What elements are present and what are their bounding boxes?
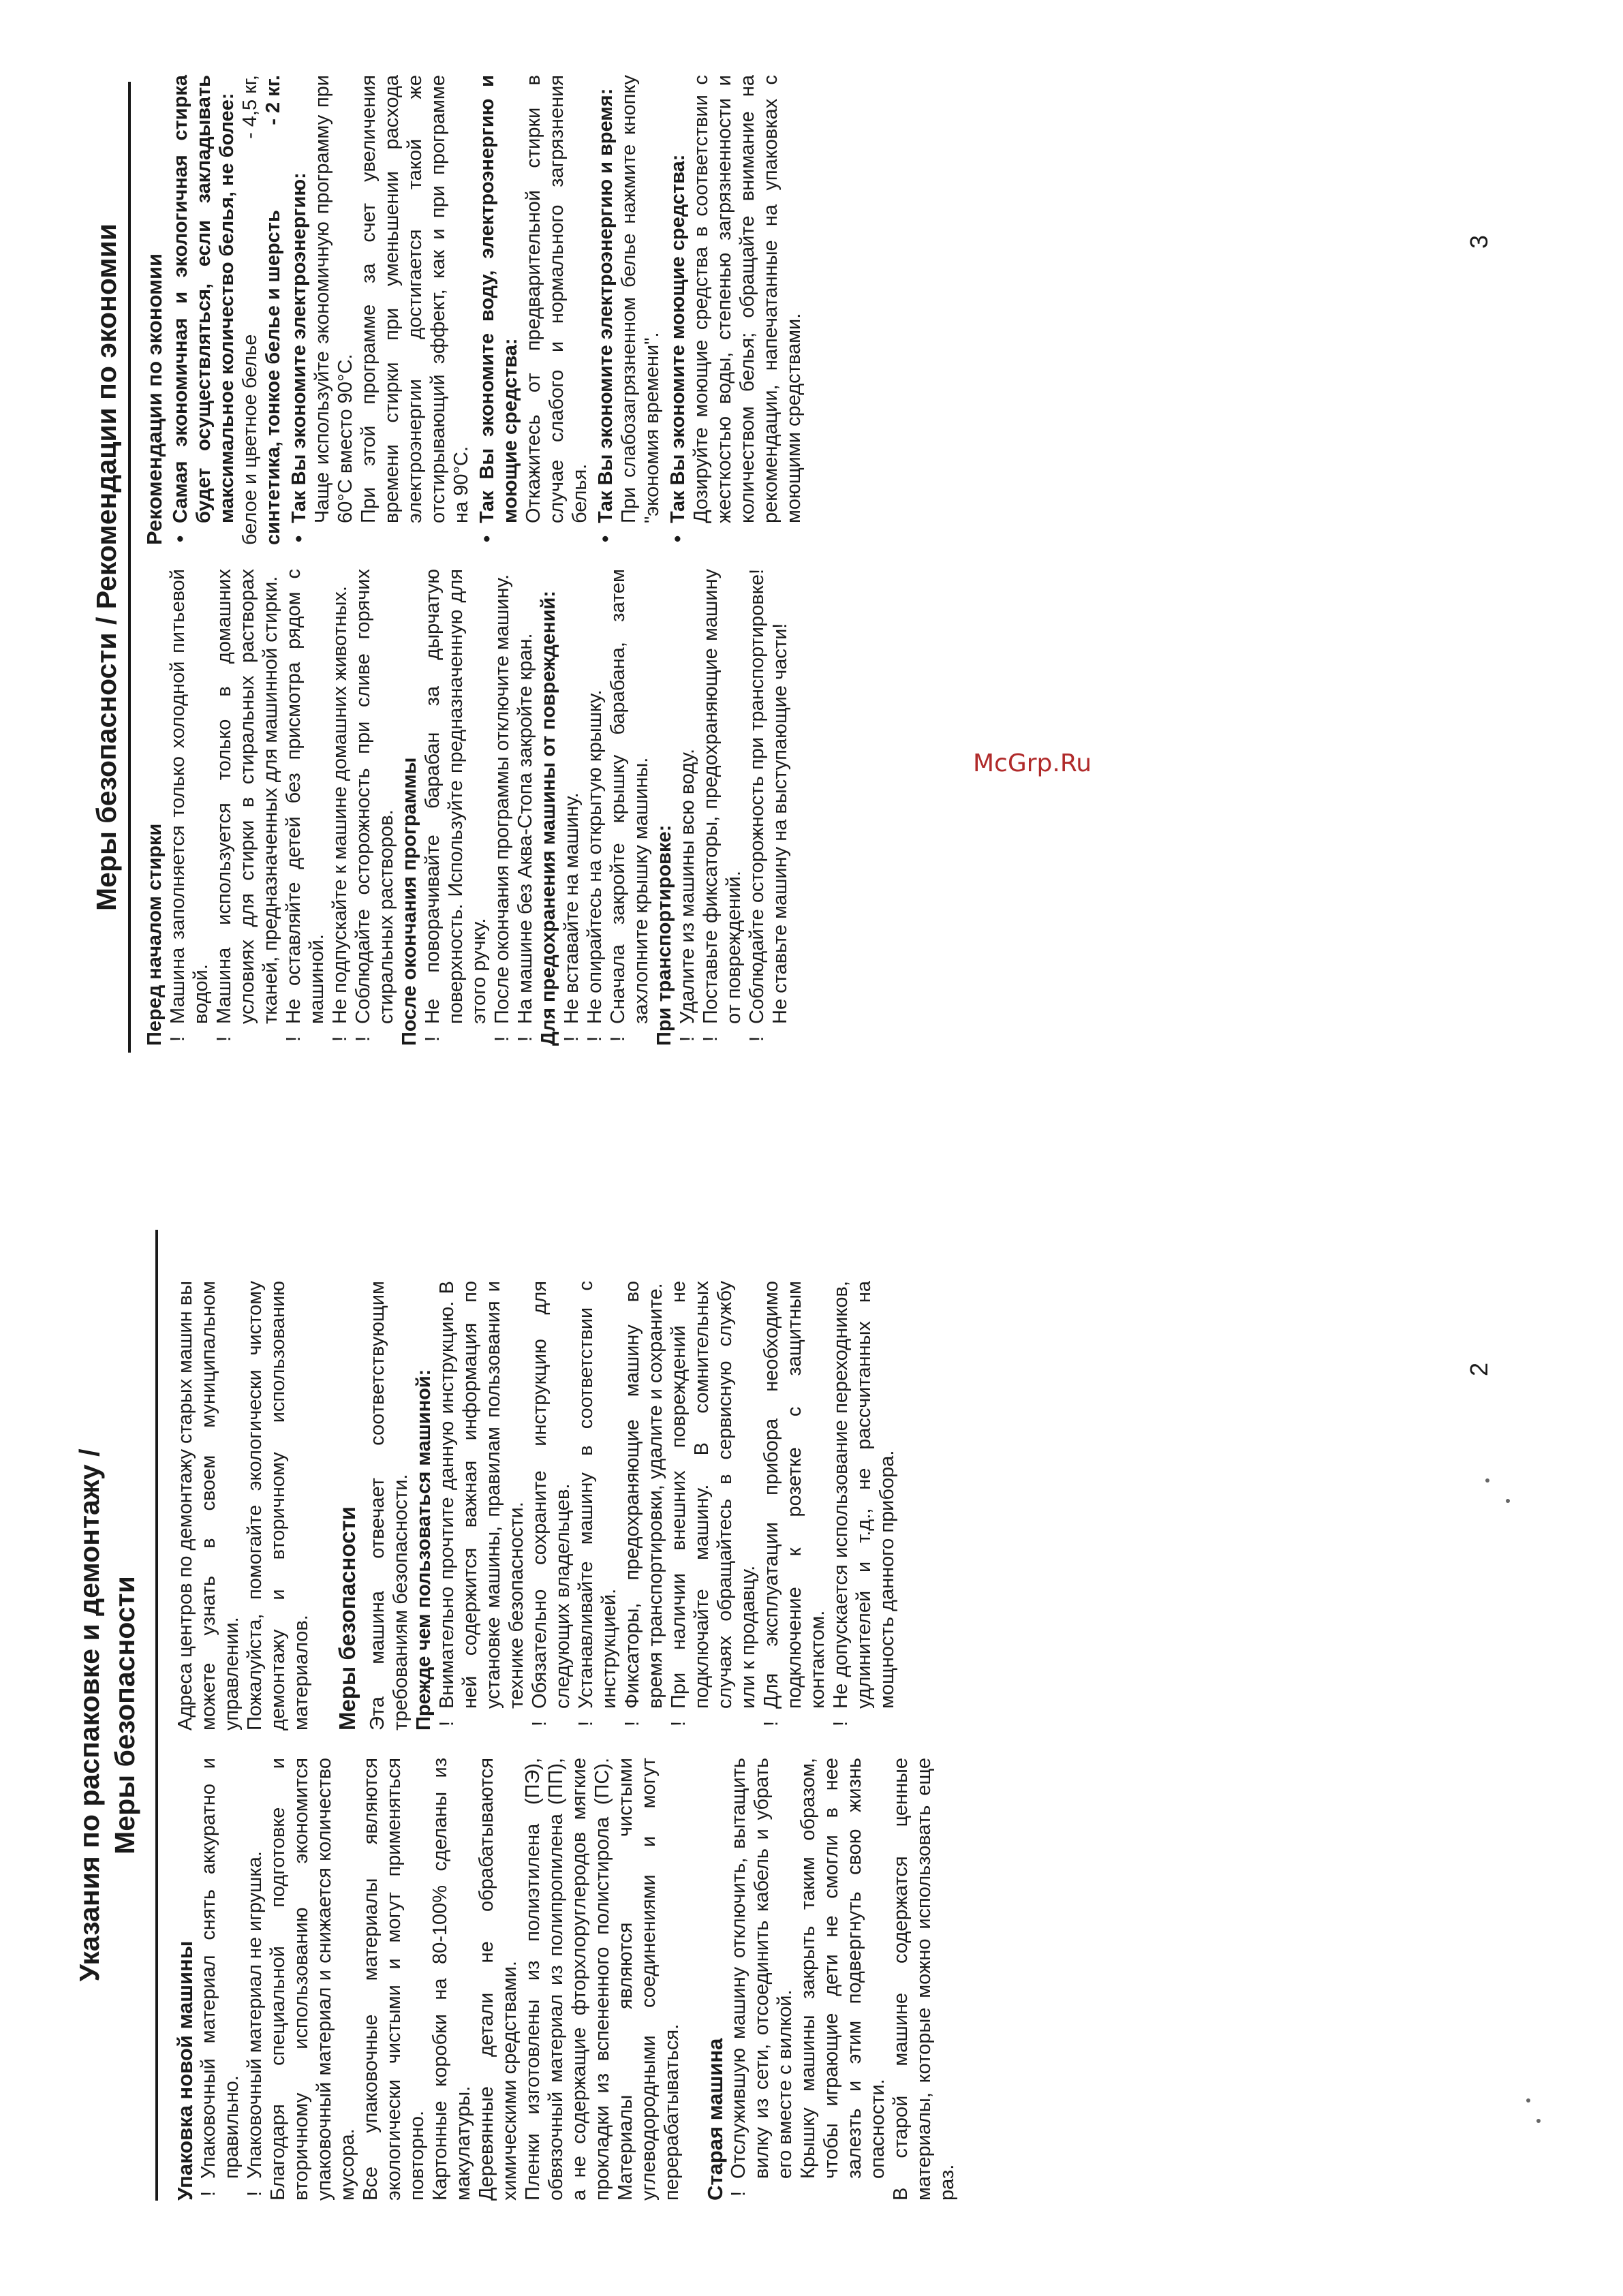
- bullet-item-text: Так Вы экономите моющие средства:: [667, 154, 689, 523]
- bullet-item-text: Самая экономичная и экологичная стирка будет осуществляться, если закладывать максимальное количество белья, не более:: [170, 75, 238, 523]
- exclamation-mark: !: [436, 1720, 458, 1726]
- list-item-text: Машина заполняется только холодной питьевой водой.: [167, 569, 212, 1024]
- paragraph: Картонные коробки на 80-100% сделаны из макулатуры.: [429, 1758, 474, 2201]
- paragraph: В старой машине содержатся ценные материалы, которые можно использовать еще раз.: [890, 1758, 958, 2201]
- list-item-text: Не допускается использование переходников, удлинителей и т.д., не рассчитанных на мощность данного прибора.: [830, 1281, 898, 1709]
- list-item: [745, 569, 792, 1046]
- paragraph: При этой программе за счет увеличения времени стирки при уменьшении расхода электроэнергии достигается такой же отстирывающий эффект, как и при программе на 90°C.: [358, 75, 472, 523]
- exclamation-mark: !: [621, 1720, 643, 1726]
- page-number: 2: [1465, 1362, 1493, 1376]
- bullet-item: [666, 75, 690, 545]
- list-item: [760, 1281, 829, 1731]
- list-item: [528, 1281, 574, 1731]
- bullet-icon: •: [476, 535, 498, 542]
- list-item: [243, 1758, 266, 2201]
- list-item-text: Фиксаторы, предохраняющие машину во время транспортировки, удалите и сохраните.: [621, 1281, 666, 1709]
- exclamation-mark: !: [668, 1720, 690, 1726]
- list-item-text: Упаковочный материал не игрушка.: [244, 1851, 266, 2179]
- list-item-text: Упаковочный материал снять аккуратно и правильно.: [198, 1758, 243, 2179]
- list-item: [676, 569, 699, 1046]
- bullet-icon: •: [288, 535, 310, 542]
- load-row: [262, 75, 285, 545]
- before-wash-heading: Перед началом стирки: [144, 823, 166, 1046]
- exclamation-mark: !: [728, 2190, 749, 2197]
- protection-heading: Для предохранения машины от повреждений:: [538, 591, 559, 1046]
- exclamation-mark: !: [283, 1036, 305, 1042]
- page-3-title: Меры безопасности / Рекомендации по экономии: [91, 223, 122, 912]
- list-item-text: Соблюдайте осторожность при сливе горячих стиральных растворов.: [352, 569, 397, 1024]
- page-2-title-line-1: Указания по распаковке и демонтажу /: [74, 1448, 105, 1982]
- list-item-text: На машине без Аква-Стопа закройте кран.: [514, 633, 536, 1024]
- list-item-text: Не подпускайте к машине домашних животных.: [329, 586, 351, 1024]
- page-2-title-line-2: Меры безопасности: [109, 1576, 140, 1855]
- packaging-heading: Упаковка новой машины: [173, 1940, 197, 2201]
- list-item: [328, 569, 352, 1046]
- paragraph: Все упаковочные материалы являются экологически чистыми и могут применяться повторно.: [360, 1758, 428, 2201]
- list-item: [574, 1281, 621, 1731]
- after-program-heading: После окончания программы: [399, 757, 420, 1046]
- list-item-text: Удалите из машины всю воду.: [677, 748, 698, 1024]
- list-item: [213, 569, 282, 1046]
- paragraph: Чаще используйте экономичную программу при 60°C вместо 90°C.: [311, 75, 356, 523]
- economy-heading: Рекомендации по экономии: [142, 253, 166, 545]
- exclamation-mark: !: [607, 1036, 629, 1042]
- bullet-item: [476, 75, 522, 545]
- load-row-value: - 2 кг.: [262, 75, 284, 125]
- list-item: [166, 569, 213, 1046]
- list-item-text: Не вставайте на машину.: [561, 792, 583, 1024]
- list-item-text: Не опирайтесь на открытую крышку.: [584, 689, 606, 1024]
- bullet-item-text: Так Вы экономите электроэнергию:: [288, 172, 310, 523]
- exclamation-mark: !: [213, 1036, 235, 1042]
- scan-speck: [1506, 1499, 1510, 1503]
- exclamation-mark: !: [329, 1036, 351, 1042]
- list-item: [667, 1281, 760, 1731]
- list-item-text: Не поворачивайте барабан за дырчатую поверхность. Используйте предназначенную для этого ручку.: [422, 569, 490, 1024]
- list-item: [491, 569, 514, 1046]
- exclamation-mark: !: [491, 1036, 513, 1042]
- list-item-text: После окончания программы отключите машину.: [491, 574, 513, 1024]
- exclamation-mark: !: [167, 1036, 189, 1042]
- exclamation-mark: !: [575, 1720, 597, 1726]
- page-2-right-column: [174, 1281, 899, 1731]
- exclamation-mark: !: [198, 2190, 219, 2197]
- bullet-item: [594, 75, 617, 545]
- transport-heading: При транспортировке:: [653, 824, 675, 1046]
- paragraph: Откажитесь от предварительной стирки в случае слабого и нормального загрязнения белья.: [523, 75, 591, 523]
- scan-speck: [1485, 1478, 1489, 1483]
- paragraph: При слабозагрязненном белье нажмите кнопку "экономия времени".: [618, 75, 663, 523]
- page-3-left-column: [143, 569, 792, 1046]
- list-item: [727, 1758, 797, 2201]
- exclamation-mark: !: [529, 1720, 551, 1726]
- bullet-icon: •: [595, 535, 617, 542]
- page-2: [0, 1148, 1623, 2296]
- list-item: [621, 1281, 667, 1731]
- list-item: [352, 569, 398, 1046]
- page-3-right-column: [143, 75, 805, 545]
- exclamation-mark: !: [514, 1036, 536, 1042]
- bullet-item-text: Так Вы экономите воду, электроэнергию и моющие средства:: [476, 75, 521, 523]
- exclamation-mark: !: [561, 1036, 583, 1042]
- paragraph: Пожалуйста, помогайте экологически чистому демонтажу и вторичному использованию материалов.: [244, 1281, 312, 1731]
- list-item-text: Сначала закройте крышку барабана, затем захлопните крышку машины.: [607, 569, 652, 1024]
- list-item: [197, 1758, 243, 2201]
- paragraph: Пленки изготовлены из полиэтилена (ПЭ), обвязочный материал из полипропилена (ПП), а не содержащие фторхлоруглеродов мягкие прокладки из вспененного полистирола (ПС). Материалы являются чистыми углеводородными соединениями и могут перерабатываться.: [522, 1758, 683, 2201]
- load-row-label: синтетика, тонкое белье и шерсть: [262, 210, 284, 545]
- old-machine-heading: Старая машина: [703, 2038, 727, 2201]
- title-rule: [128, 82, 131, 1053]
- list-item: [421, 569, 491, 1046]
- list-item-text: Для эксплуатации прибора необходимо подключение к розетке с защитным контактом.: [760, 1281, 829, 1709]
- exclamation-mark: !: [746, 1036, 768, 1042]
- list-item-text: Устанавливайте машину в соответствии с инструкцией.: [575, 1281, 620, 1709]
- paragraph: Деревянные детали не обрабатываются химическими средствами.: [476, 1758, 521, 2201]
- watermark: McGrp.Ru: [972, 749, 1092, 777]
- page-2-title: [72, 1230, 142, 2201]
- safety-subheading: Прежде чем пользоваться машиной:: [413, 1369, 435, 1731]
- exclamation-mark: !: [244, 2190, 266, 2197]
- load-row: [238, 75, 262, 545]
- bullet-item: [288, 75, 311, 545]
- list-item-text: Отслужившую машину отключить, вытащить вилку из сети, отсоединить кабель и убрать его вместе с вилкой.: [728, 1758, 796, 2179]
- list-item-text: Поставьте фиксаторы, предохраняющие машину от повреждений.: [700, 569, 745, 1024]
- exclamation-mark: !: [352, 1036, 374, 1042]
- paragraph: Крышку машины закрыть таким образом, чтобы играющие дети не смогли в нее залезть и этим подвергнуть свою жизнь опасности.: [797, 1758, 888, 2179]
- list-item: [829, 1281, 899, 1731]
- bullet-icon: •: [667, 535, 689, 542]
- list-item-text: Соблюдайте осторожность при транспортировке! Не ставьте машину на выступающие части!: [746, 569, 791, 1024]
- list-item-text: Внимательно прочтите данную инструкцию. В ней содержится важная информация по установке машины, правилам пользования и технике безопасности.: [436, 1281, 527, 1709]
- paragraph: Адреса центров по демонтажу старых машин вы можете узнать в своем муниципальном управлении.: [174, 1281, 243, 1731]
- exclamation-mark: !: [700, 1036, 722, 1042]
- load-row-label: белое и цветное белье: [239, 334, 261, 545]
- exclamation-mark: !: [760, 1720, 782, 1726]
- scan-speck: [1526, 2098, 1530, 2103]
- list-item: [282, 569, 328, 1046]
- bullet-icon: •: [170, 535, 191, 542]
- paragraph: Эта машина отвечает соответствующим требованиям безопасности.: [367, 1281, 412, 1731]
- bullet-item-text: Так Вы экономите электроэнергию и время:: [595, 88, 617, 523]
- paragraph: Благодаря специальной подготовке и вторичному использованию экономится упаковочный материал и снижается количество мусора.: [267, 1758, 358, 2201]
- exclamation-mark: !: [422, 1036, 444, 1042]
- list-item-text: При наличии внешних повреждений не подключайте машину. В сомнительных случаях обращайтесь в сервисную службу или к продавцу.: [668, 1281, 759, 1709]
- title-rule: [155, 1230, 158, 2201]
- list-item: [583, 569, 606, 1046]
- scan-speck: [1536, 2119, 1541, 2123]
- list-item: [514, 569, 537, 1046]
- list-item: [435, 1281, 528, 1731]
- safety-heading: Меры безопасности: [335, 1506, 360, 1731]
- list-item: [699, 569, 745, 1046]
- list-item: [560, 569, 583, 1046]
- page-2-left-column: [174, 1758, 959, 2201]
- list-item-text: Машина используется только в домашних условиях для стирки в стиральных растворах тканей, предназначенных для машинной стирки.: [213, 569, 281, 1024]
- list-item-text: Обязательно сохраните инструкцию для следующих владельцев.: [529, 1281, 574, 1709]
- bullet-item: [169, 75, 238, 545]
- page-number: 3: [1465, 234, 1493, 249]
- exclamation-mark: !: [677, 1036, 698, 1042]
- paragraph: Дозируйте моющие средства в соответствии с жесткостью воды, степенью загрязненности и количеством белья; обращайте внимание на рекомендации, напечатанные на упаковках с моющими средствами.: [690, 75, 805, 523]
- list-item-text: Не оставляйте детей без присмотра рядом с машиной.: [283, 569, 328, 1024]
- list-item: [606, 569, 653, 1046]
- exclamation-mark: !: [584, 1036, 606, 1042]
- exclamation-mark: !: [830, 1720, 852, 1726]
- load-row-value: - 4,5 кг,: [239, 75, 261, 139]
